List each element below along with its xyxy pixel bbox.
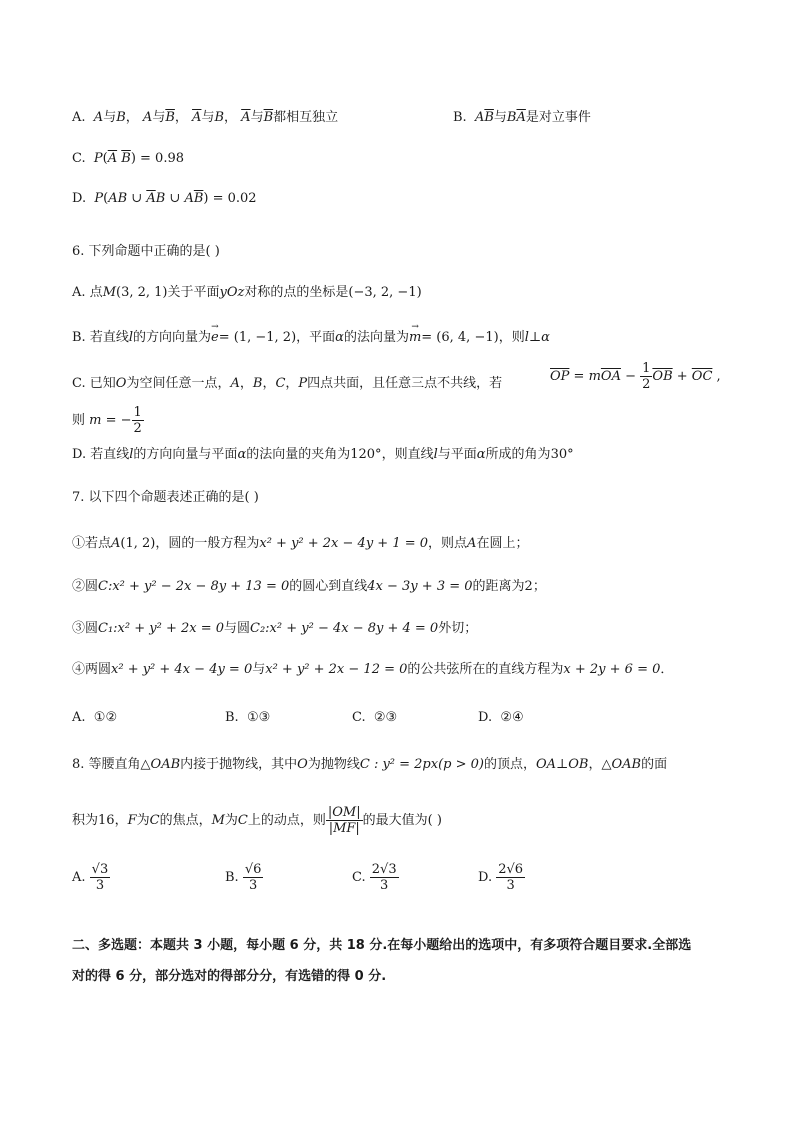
q7-option-a: A. ①② — [72, 710, 118, 725]
q7-stem: 7. 以下四个命题表述正确的是( ) — [72, 490, 259, 505]
q8-option-a: A. $\frac{√3}{3}$ — [72, 862, 109, 893]
q7-statement-1: ①若点A(1, 2)，圆的一般方程为x² + y² + 2x − 4y + 1 = 0，则点A在圆上； — [72, 536, 529, 551]
q5-option-c: C. $P(\overline{A}$ $\overline{B}) = 0.98$ — [72, 151, 185, 166]
q8-option-c: C. $\frac{2√3}{3}$ — [352, 862, 397, 893]
q7-statement-2: ②圆C:x² + y² − 2x − 8y + 13 = 0的圆心到直线4x − 3y + 3 = 0的距离为2； — [72, 579, 546, 594]
q5-option-d: D. P(AB ∪ $\overline{A}B$ ∪ $A\overline{B}) = 0.02$ — [72, 191, 257, 206]
q6-c-vector-eq: $\overline{OP} = m\overline{OA}$ − $\frac{1}{2}$ $\overline{OB} + \overline{OC}$ , — [550, 361, 721, 392]
q7-statement-3: ③圆C₁:x² + y² + 2x = 0与圆C₂:x² + y² − 4x − 8y + 4 = 0外切； — [72, 621, 478, 636]
q8-stem-line-1: 8. 等腰直角△OAB内接于抛物线，其中O为抛物线C : y² = 2px(p > 0)的顶点，OA⊥OB，△OAB的面 — [72, 757, 668, 772]
q8-stem-line-2: 积为16，F为C的焦点，M为C上的动点，则 $\frac{|OM|}{|MF|}$ 的最大值为( ) — [72, 805, 442, 836]
q6-option-a: A. 点M(3, 2, 1)关于平面yOz对称的点的坐标是(−3, 2, −1) — [72, 285, 422, 300]
section2-heading-line-1: 二、多选题：本题共 3 小题，每小题 6 分，共 18 分.在每小题给出的选项中，有多项符合题目要求.全部选 — [72, 938, 692, 953]
q6-option-b: B. 若直线l的方向向量为→ e= (1, −1, 2)，平面α的法向量为→ m= (6, 4, −1)，则l⊥α — [72, 329, 550, 347]
section2-heading-line-2: 对的得 6 分，部分选对的得部分分，有选错的得 0 分. — [72, 969, 387, 984]
q6-stem: 6. 下列命题中正确的是( ) — [72, 244, 220, 259]
q6-c-m-value: 则 m = − $\frac{1}{2}$ — [72, 405, 142, 436]
q6-option-c: C. 已知O为空间任意一点，A，B，C，P四点共面，且任意三点不共线，若 — [72, 376, 503, 391]
q7-option-c: C. ②③ — [352, 710, 398, 725]
q6-option-d: D. 若直线l的方向向量与平面α的法向量的夹角为120°，则直线l与平面α所成的角为30° — [72, 447, 574, 462]
q5-option-a: A. A与B， A与$\overline{B}$， $\overline{A}$与B， $\overline{A}$与$\overline{B}$都相互独立 — [72, 110, 339, 125]
q7-option-d: D. ②④ — [478, 710, 524, 725]
q5-option-b: B. $A\overline{B}$与$B\overline{A}$是对立事件 — [453, 110, 591, 125]
q7-option-b: B. ①③ — [225, 710, 271, 725]
q8-option-b: B. $\frac{√6}{3}$ — [225, 862, 262, 893]
q7-statement-4: ④两圆x² + y² + 4x − 4y = 0与x² + y² + 2x − 12 = 0的公共弦所在的直线方程为x + 2y + 6 = 0． — [72, 662, 674, 677]
q8-option-d: D. $\frac{2√6}{3}$ — [478, 862, 524, 893]
